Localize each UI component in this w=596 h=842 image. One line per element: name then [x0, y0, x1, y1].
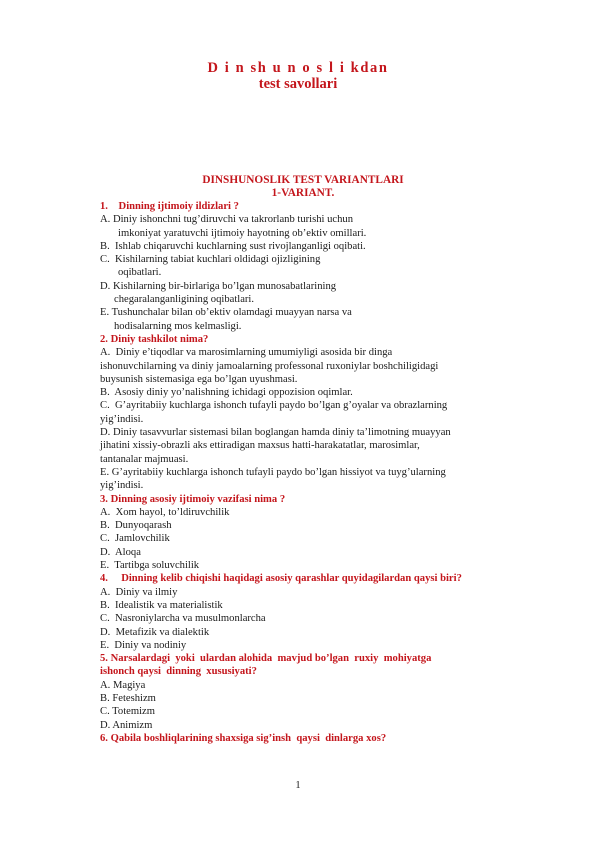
answer-line: C. Totemizm: [100, 706, 155, 718]
question-line: 1. Dinning ijtimoiy ildizlari ?: [100, 201, 239, 212]
answer-line: E. G’ayritabiiy kuchlarga ishonch tufayli paydo bo’lgan hissiyot va tuyg’ularning: [100, 466, 446, 478]
answer-line: hodisalarning mos kelmasligi.: [114, 320, 242, 332]
answer-line: D. Animizm: [100, 719, 153, 731]
answer-line: tantanalar majmuasi.: [100, 453, 189, 465]
answer-line: C. Jamlovchilik: [100, 533, 170, 545]
answer-line: D. Aloqa: [100, 546, 141, 558]
answer-line: D. Kishilarning bir-birlariga bo’lgan munosabatlarining: [100, 280, 337, 292]
answer-line: A. Diniy ishonchni tug’diruvchi va takrorlanb turishi uchun: [100, 214, 354, 226]
question-line: 3. Dinning asosiy ijtimoiy vazifasi nima ?: [100, 493, 286, 505]
question-line: 5. Narsalardagi yoki ulardan alohida mavjud bo’lgan ruxiy mohiyatga: [100, 653, 432, 665]
answer-line: A. Xom hayol, to’ldiruvchilik: [100, 506, 230, 518]
answer-line: E. Diniy va nodiniy: [100, 639, 187, 651]
answer-line: D. Diniy tasavvurlar sistemasi bilan boglangan hamda diniy ta’limotning muayyan: [100, 427, 451, 439]
answer-line: oqibatlari.: [118, 267, 162, 279]
answer-line: yig’indisi.: [100, 480, 144, 492]
answer-line: chegaralanganligining oqibatlari.: [114, 294, 255, 306]
section-heading: [0, 174, 596, 199]
heading-line-2: 1-VARIANT.: [271, 186, 335, 199]
title-line-2: test savollari: [258, 76, 338, 92]
answer-line: B. Feteshizm: [100, 692, 156, 704]
answer-line: B. Idealistik va materialistik: [100, 599, 223, 611]
answer-line: A. Diniy va ilmiy: [100, 586, 178, 598]
answer-line: ishonuvchilarning va diniy jamoalarning professonal ruxoniylar boshchiligidagi: [100, 360, 439, 372]
question-line: 4. Dinning kelib chiqishi haqidagi asosiy qarashlar quyidagilardan qaysi biri?: [100, 573, 462, 585]
answer-line: imkoniyat yaratuvchi ijtimoiy hayotning ob’ektiv omillari.: [118, 227, 367, 239]
question-line: 2. Diniy tashkilot nima?: [100, 333, 209, 345]
answer-line: E. Tartibga soluvchilik: [100, 560, 200, 572]
answer-line: A. Magiya: [100, 679, 146, 691]
question-line: ishonch qaysi dinning xususiyati?: [100, 666, 257, 678]
answer-line: C. Kishilarning tabiat kuchlari oldidagi ojizligining: [100, 254, 321, 266]
heading-line-1: DINSHUNOSLIK TEST VARIANTLARI: [202, 174, 404, 186]
answer-line: yig’indisi.: [100, 413, 144, 425]
page-number: 1: [295, 780, 301, 791]
question-line: 6. Qabila boshliqlarining shaxsiga sig’insh qaysi dinlarga xos?: [100, 732, 387, 744]
document-title: [0, 60, 596, 92]
answer-line: jihatini xissiy-obrazli aks ettiradigan maxsus hatti-harakatatlar, marosimlar,: [100, 440, 420, 452]
answer-line: B. Ishlab chiqaruvchi kuchlarning sust rivojlanganligi oqibati.: [100, 240, 366, 252]
answer-line: B. Dunyoqarash: [100, 520, 172, 532]
answer-line: A. Diniy e’tiqodlar va marosimlarning umumiyligi asosida bir dinga: [100, 347, 393, 359]
title-line-1: D i n sh u n o s l i kdan: [207, 60, 389, 76]
answer-line: C. G’ayritabiiy kuchlarga ishonch tufayli paydo bo’lgan g’oyalar va obrazlarning: [100, 400, 448, 412]
answer-line: C. Nasroniylarcha va musulmonlarcha: [100, 613, 266, 625]
answer-line: buysunish sistemasiga ega bo’lgan uyushmasi.: [100, 373, 298, 385]
answer-line: D. Metafizik va dialektik: [100, 626, 210, 638]
answer-line: B. Asosiy diniy yo’nalishning ichidagi oppozision oqimlar.: [100, 387, 353, 399]
test-content: [100, 200, 520, 745]
answer-line: E. Tushunchalar bilan ob’ektiv olamdagi muayyan narsa va: [100, 307, 352, 319]
